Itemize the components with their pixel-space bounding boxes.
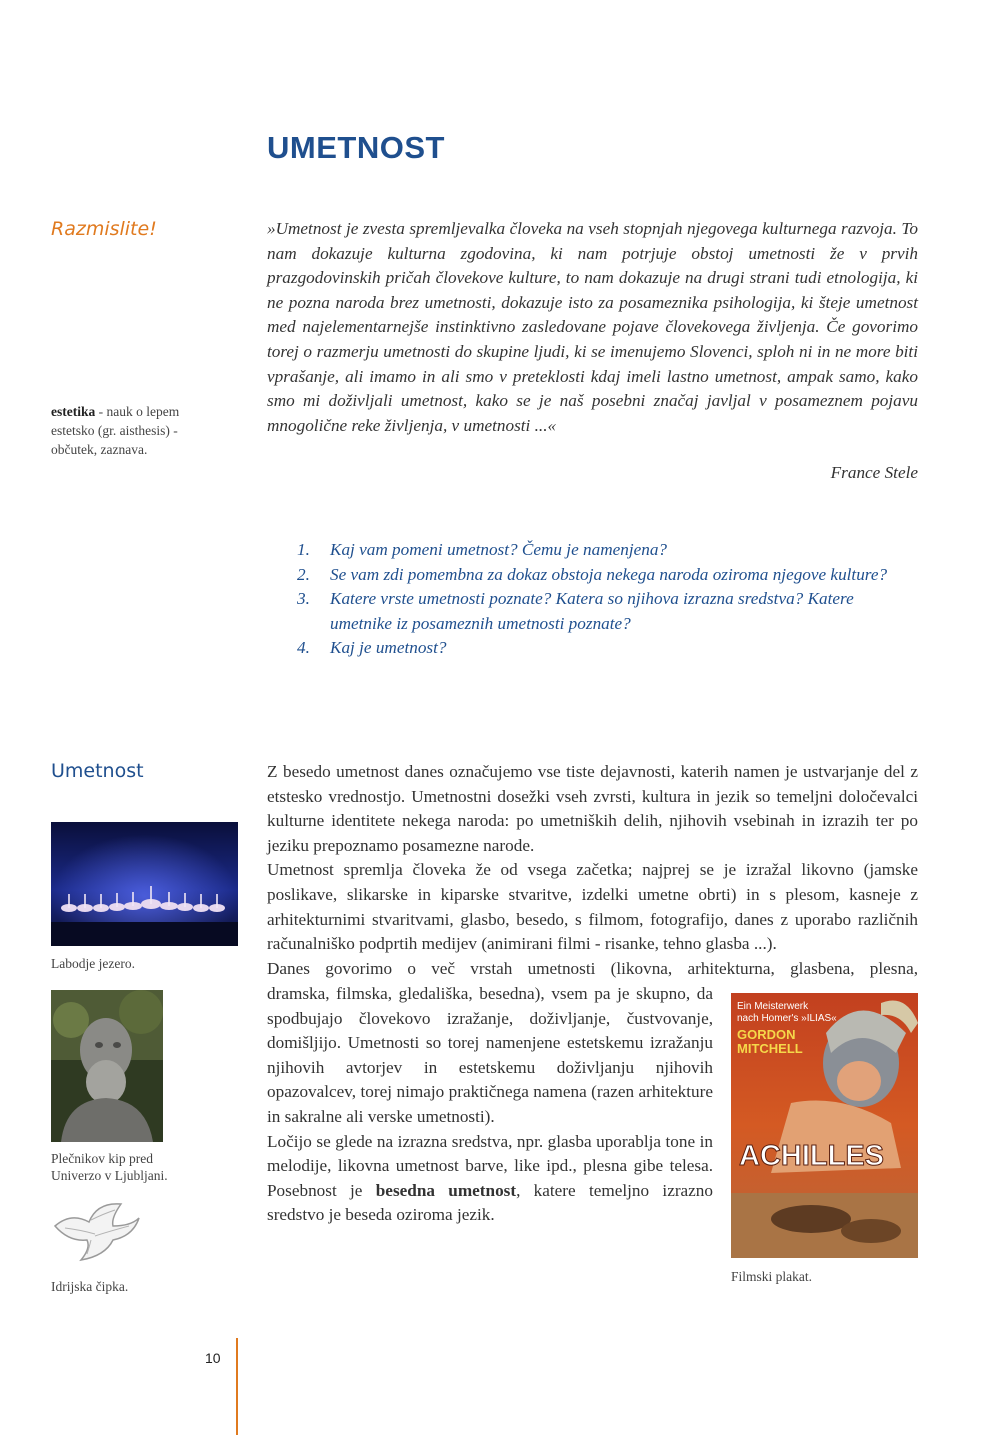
- body-paragraph: Umetnost spremlja človeka že od vsega začetka; najprej se je izražal likovno (jamske poslikave, slikarske in kiparske stvaritve, izdelki umetne obrti) in s plesom, kasneje z arhitekturnimi stvaritvami, glasbo, besedo, s filmom, fotografijo, danes z uporabo različnih računalniško podprtih medijev (animirani filmi - risanke, tehno glasba ...).: [267, 860, 918, 954]
- quote-text: »Umetnost je zvesta spremljevalka človeka na vseh stopnjah njegovega kulturnega razvoja. To nam dokazuje kulturna zgodovina, ki nam potrjuje obstoj umetnosti že v prvih prazgodovinskih pričah človekove kulture, to nam dokazuje na drugi strani tudi etnologija, ki ne pozna naroda brez umetnosti, dokazuje isto za posameznika psihologija, ki šteje umetnost med najelementarnejše instinktivno zasledovane pojave človekovega življenja. Če govorimo torej o razmerju umetnosti do skupine ljudi, ki se imenujemo Slovenci, sploh ni in ne more biti vprašanje, ali imamo in ali smo v preteklosti kdaj imeli lastno umetnost, ampak samo, kako smo mi doživljali umetnost, kako se je naš posebni značaj javljal v posameznem pojavu mnogolične reke življenja, v umetnosti ...«: [267, 219, 918, 435]
- ballet-image: [51, 822, 238, 946]
- question-item: [297, 563, 907, 588]
- body-paragraph: [267, 1130, 713, 1228]
- question-text: Kaj je umetnost?: [330, 638, 447, 658]
- question-text: Katere vrste umetnosti poznate? Katera so njihova izrazna sredstva? Katere umetnike iz posameznih umetnosti poznate?: [330, 589, 854, 633]
- bust-photo: [51, 990, 163, 1142]
- question-item: [297, 636, 907, 661]
- body-bold-term: besedna umetnost: [375, 1180, 517, 1200]
- think-label: Razmislite!: [51, 218, 157, 240]
- poster-tagline-2: nach Homer's »ILIAS«: [737, 1013, 837, 1024]
- poster-actor-last: MITCHELL: [737, 1041, 803, 1056]
- page-title: UMETNOST: [267, 130, 445, 165]
- question-number: 3.: [297, 589, 310, 609]
- question-text: Kaj vam pomeni umetnost? Čemu je namenjena?: [330, 540, 668, 559]
- glossary-term: estetika: [51, 404, 96, 419]
- section-heading: Umetnost: [51, 760, 144, 782]
- body-text-span: , katere temeljno izrazno sredstvo je beseda oziroma jezik.: [267, 1180, 713, 1225]
- question-number: 4.: [297, 638, 310, 658]
- question-number: 2.: [297, 564, 310, 584]
- body-text-top: [267, 760, 918, 957]
- quote-author: France Stele: [830, 463, 918, 482]
- poster-caption: Filmski plakat.: [731, 1269, 812, 1284]
- poster-tagline-1: Ein Meisterwerk: [737, 1001, 809, 1012]
- question-item: [297, 538, 907, 563]
- ballet-caption: Labodje jezero.: [51, 956, 135, 971]
- glossary-definition: - nauk o lepem estetsko (gr. aisthesis) - občutek, zaznava.: [51, 404, 180, 457]
- lace-bird-image: [51, 1196, 143, 1268]
- poster-actor-first: GORDON: [737, 1027, 796, 1042]
- question-item: [297, 587, 907, 636]
- body-paragraph: dramska, filmska, gledališka, besedna), vsem pa je skupno, da spodbujajo človekovo izražanje, doživljanje, čustvovanje, domišljijo. Umetnosti so torej namenjene estetskemu izražanju njihovih avtorjev in estetskemu doživljanju njihovih opazovalcev, torej nimajo praktičnega namena (razen arhitekture in sakralne ali verske umetnosti).: [267, 984, 713, 1126]
- question-number: 1.: [297, 540, 310, 559]
- bust-caption: Plečnikov kip pred Univerzo v Ljubljani.: [51, 1151, 168, 1183]
- poster-title: ACHILLES: [739, 1140, 884, 1172]
- body-text-span: Ločijo se glede na izrazna sredstva, npr. glasba uporablja tone in melodije, likovna umetnost barve, like ipd., plesna gibe telesa. Posebnost je: [267, 1131, 713, 1200]
- poster-image: [731, 993, 918, 1258]
- body-paragraph: Z besedo umetnost danes označujemo vse tiste dejavnosti, katerih namen je ustvarjanje del z etstesko vrednostjo. Umetnostni dosežki vseh zvrsti, kultura in jezik so temeljni določevalci kulturne identitete nekega naroda: po umetniških delih, njihovih vsebinah in izrazih ter po jeziku prepoznamo posamezne narode.: [267, 762, 918, 855]
- page-divider: [236, 1338, 238, 1435]
- lace-caption: Idrijska čipka.: [51, 1279, 129, 1294]
- question-list: [297, 538, 907, 661]
- bust-image: [51, 990, 163, 1142]
- glossary-note: [51, 402, 211, 459]
- movie-poster: [731, 993, 918, 1258]
- lace-photo: [51, 1196, 143, 1268]
- ballet-photo: [51, 822, 238, 946]
- page-number: 10: [205, 1350, 221, 1366]
- body-paragraph-lead: Danes govorimo o več vrstah umetnosti (likovna, arhitekturna, glasbena, plesna,: [267, 959, 918, 978]
- question-text: Se vam zdi pomembna za dokaz obstoja nekega naroda oziroma njegove kulture?: [330, 564, 888, 584]
- body-text-bottom: [267, 982, 713, 1228]
